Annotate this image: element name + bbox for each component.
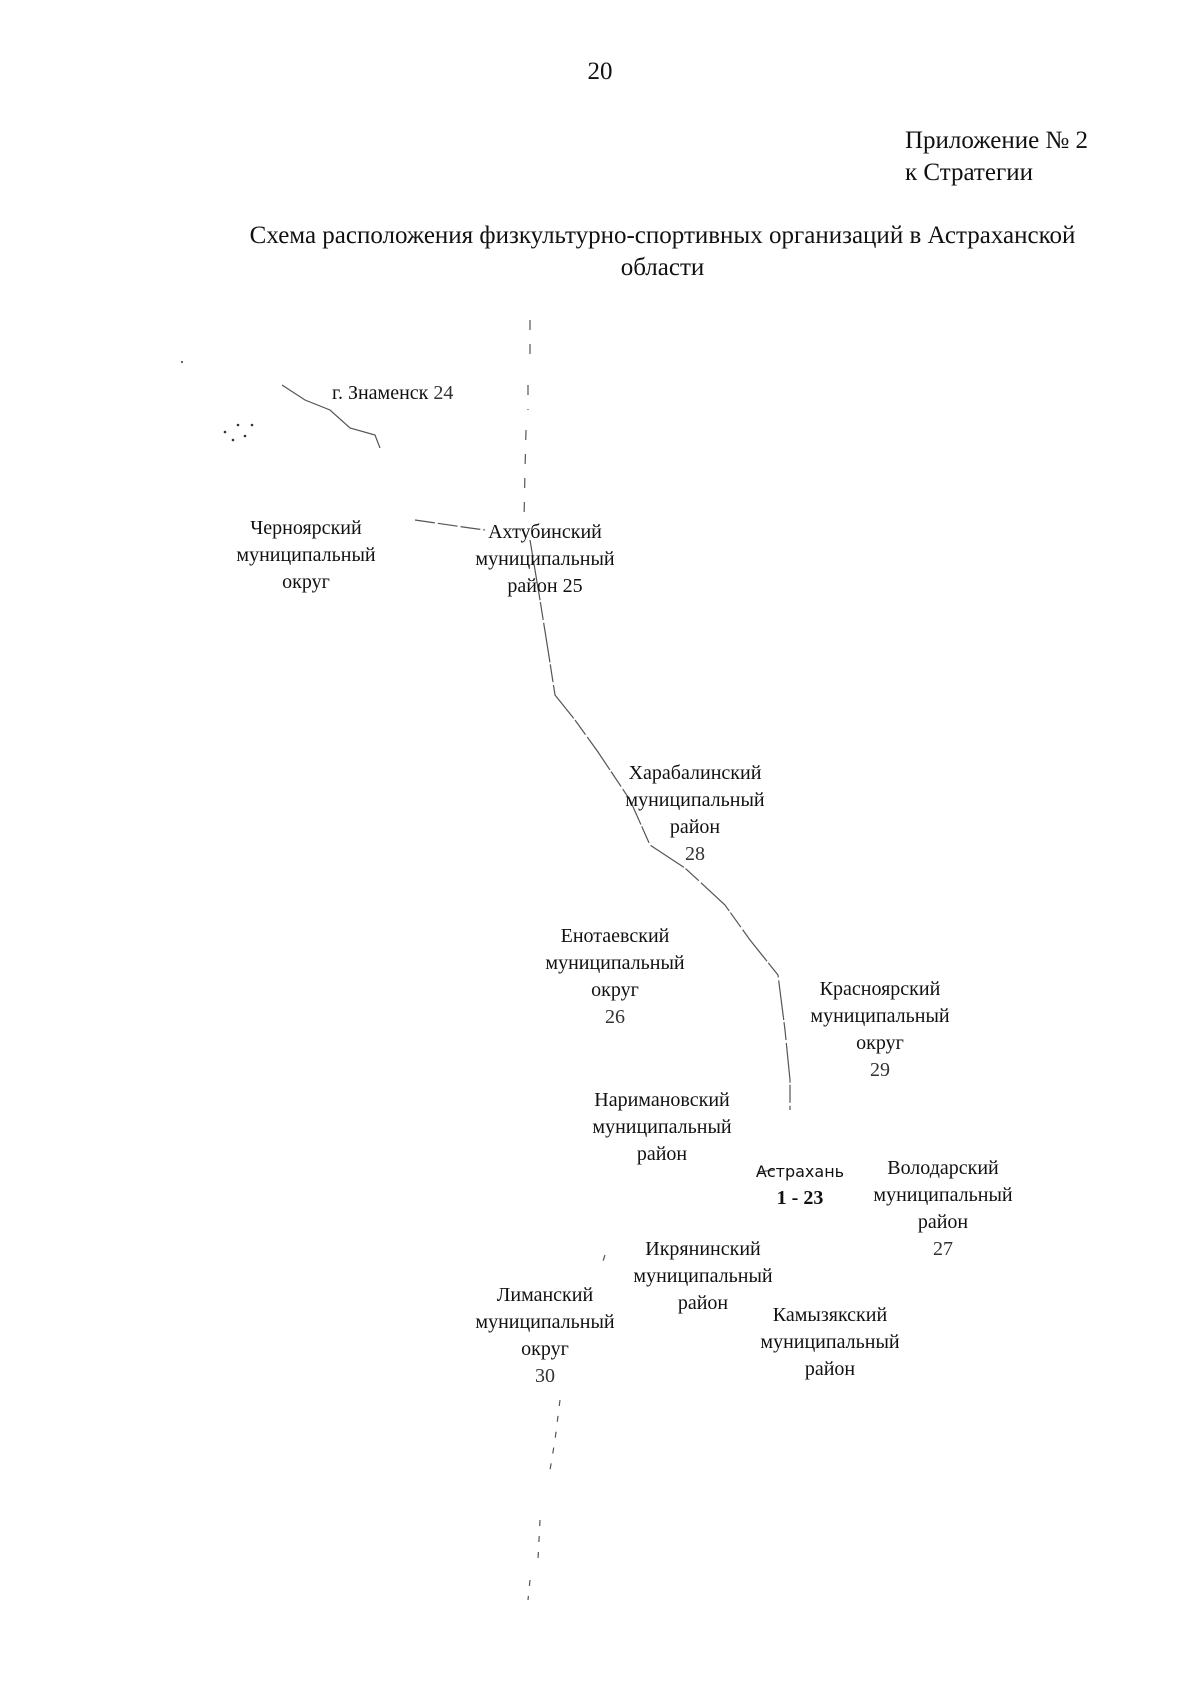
label-chernoyarsky-line2: муниципальный [236, 544, 376, 566]
map-dot [181, 361, 183, 363]
label-enotaevsky [545, 923, 684, 1031]
label-volodarsky-line2: муниципальный [873, 1184, 1013, 1206]
label-astrakhan-name: Астрахань [755, 1162, 845, 1181]
label-krasnoyarsky-line3: округ [856, 1032, 904, 1054]
label-limansky-line2: муниципальный [475, 1311, 615, 1333]
label-akhtubinsky-line1: Ахтубинский [488, 521, 602, 543]
page-number: 20 [587, 58, 613, 85]
title-line-2: области [620, 254, 705, 281]
map-dot [244, 435, 247, 438]
label-znamensk-number: 24 [433, 382, 454, 404]
title-line-1: Схема расположения физкультурно-спортивных организаций в Астраханской [249, 222, 1076, 249]
label-limansky-line1: Лиманский [496, 1284, 594, 1306]
label-kamyzyaksky [760, 1302, 899, 1383]
map-dot [224, 431, 227, 434]
label-krasnoyarsky-number: 29 [869, 1059, 890, 1081]
label-kharabalinsky [625, 760, 764, 868]
label-limansky [475, 1282, 614, 1390]
label-enotaevsky-number: 26 [604, 1006, 625, 1028]
label-ikryaninsky-line2: муниципальный [633, 1265, 773, 1287]
label-enotaevsky-line2: муниципальный [545, 952, 685, 974]
map-dot [237, 424, 240, 427]
label-volodarsky-line1: Володарский [887, 1157, 999, 1179]
label-volodarsky-line3: район [917, 1211, 969, 1233]
label-kharabalinsky-number: 28 [684, 843, 705, 865]
appendix-line-2: к Стратегии [905, 159, 1033, 186]
label-ikryaninsky-line1: Икрянинский [645, 1238, 761, 1260]
label-narimanovsky-line2: муниципальный [592, 1116, 732, 1138]
label-volodarsky-number: 27 [932, 1238, 953, 1260]
label-krasnoyarsky [810, 976, 949, 1084]
label-kamyzyaksky-line2: муниципальный [760, 1331, 900, 1353]
label-chernoyarsky-line3: округ [282, 571, 330, 593]
appendix-line-1: Приложение № 2 [905, 127, 1089, 154]
map-dot [251, 424, 254, 427]
label-enotaevsky-line1: Енотаевский [560, 925, 670, 947]
label-ikryaninsky [633, 1236, 772, 1317]
label-kharabalinsky-line2: муниципальный [625, 789, 765, 811]
label-enotaevsky-line3: округ [591, 979, 639, 1001]
label-ikryaninsky-line3: район [677, 1292, 729, 1314]
label-znamensk [332, 382, 453, 405]
label-znamensk-name: г. Знаменск [332, 382, 429, 404]
label-limansky-line3: округ [521, 1338, 569, 1360]
label-limansky-number: 30 [534, 1365, 555, 1387]
label-narimanovsky-line3: район [636, 1143, 688, 1165]
label-volodarsky [873, 1155, 1012, 1263]
label-astrakhan-number: 1 - 23 [776, 1187, 824, 1209]
label-narimanovsky [592, 1087, 731, 1168]
label-astrakhan [756, 1158, 844, 1212]
label-kharabalinsky-line1: Харабалинский [628, 762, 762, 784]
river-line-north [524, 320, 530, 520]
label-chernoyarsky-line1: Черноярский [250, 517, 362, 539]
label-akhtubinsky-line3: район 25 [507, 575, 583, 597]
label-chernoyarsky [236, 515, 375, 596]
label-kharabalinsky-line3: район [669, 816, 721, 838]
label-kamyzyaksky-line3: район [804, 1358, 856, 1380]
label-krasnoyarsky-line1: Красноярский [819, 978, 941, 1000]
label-narimanovsky-line1: Наримановский [594, 1089, 730, 1111]
label-akhtubinsky [475, 519, 614, 600]
label-akhtubinsky-line2: муниципальный [475, 548, 615, 570]
label-kamyzyaksky-line1: Камызякский [772, 1304, 888, 1326]
label-krasnoyarsky-line2: муниципальный [810, 1005, 950, 1027]
map-dot [232, 439, 235, 442]
